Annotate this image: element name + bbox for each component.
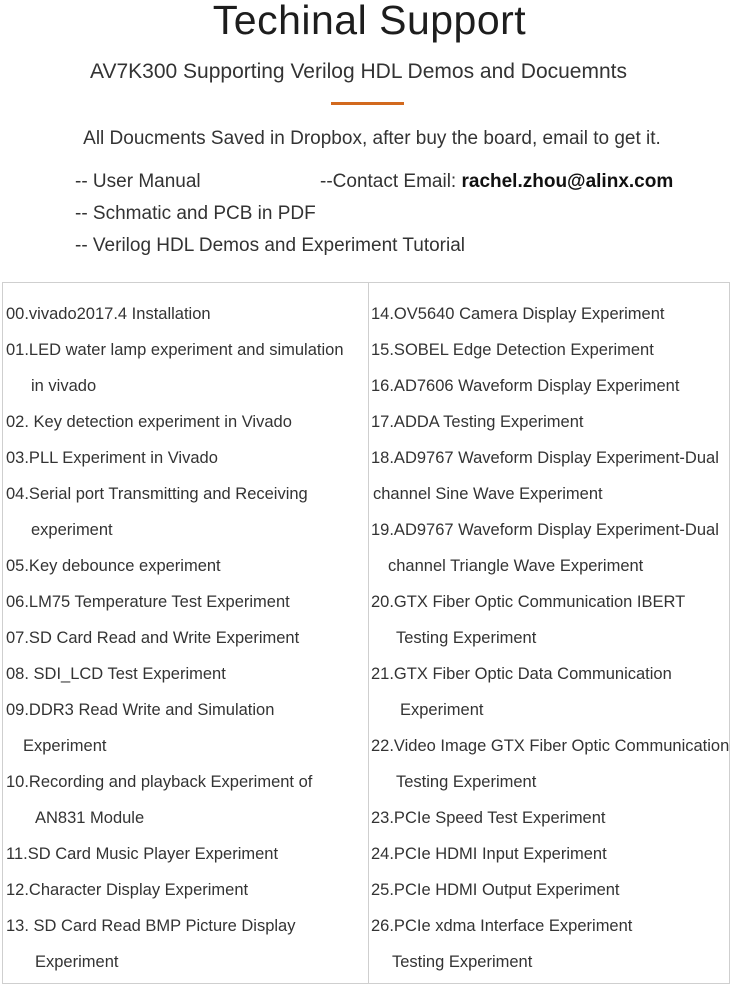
contact-line	[320, 169, 673, 195]
doc-verilog-demos: -- Verilog HDL Demos and Experiment Tutorial	[75, 235, 466, 256]
demo-item-title: 10.Recording and playback Experiment of	[6, 773, 313, 791]
demo-item	[371, 404, 739, 440]
demo-item	[371, 440, 739, 512]
demo-list-left	[6, 296, 366, 980]
demo-item-title: 11.SD Card Music Player Experiment	[6, 845, 279, 863]
demo-item	[371, 512, 739, 584]
demo-item-title: 26.PCIe xdma Interface Experiment	[371, 917, 633, 935]
demo-item-title: 00.vivado2017.4 Installation	[6, 305, 211, 323]
demo-item	[6, 548, 366, 584]
demo-item-title: 04.Serial port Transmitting and Receiving	[6, 485, 308, 503]
demo-item	[371, 800, 739, 836]
demo-item	[371, 656, 739, 728]
demo-item	[371, 872, 739, 908]
demo-item-continuation: Experiment	[35, 953, 119, 971]
demo-item-title: 23.PCIe Speed Test Experiment	[371, 809, 606, 827]
demo-item-title: 12.Character Display Experiment	[6, 881, 249, 899]
demo-item-title: 17.ADDA Testing Experiment	[371, 413, 584, 431]
demo-item-title: 22.Video Image GTX Fiber Optic Communication	[371, 737, 730, 755]
demo-item-continuation: Testing Experiment	[392, 953, 533, 971]
demo-item-title: 25.PCIe HDMI Output Experiment	[371, 881, 620, 899]
demo-item	[371, 584, 739, 656]
demo-item-continuation: experiment	[31, 521, 113, 539]
demo-item-title: 03.PLL Experiment in Vivado	[6, 449, 218, 467]
demo-item-continuation: channel Sine Wave Experiment	[373, 485, 603, 503]
demo-item-title: 06.LM75 Temperature Test Experiment	[6, 593, 290, 611]
demo-item-title: 05.Key debounce experiment	[6, 557, 221, 575]
demo-item	[6, 404, 366, 440]
demo-item-title: 08. SDI_LCD Test Experiment	[6, 665, 226, 683]
demo-item	[6, 836, 366, 872]
demo-item-continuation: Experiment	[23, 737, 107, 755]
demo-item-title: 24.PCIe HDMI Input Experiment	[371, 845, 607, 863]
demo-item-continuation: in vivado	[31, 377, 97, 395]
demo-item	[371, 296, 739, 332]
demo-item	[6, 692, 366, 764]
demo-item	[371, 908, 739, 980]
demo-item-title: 07.SD Card Read and Write Experiment	[6, 629, 300, 647]
demo-item-title: 16.AD7606 Waveform Display Experiment	[371, 377, 680, 395]
demo-item	[6, 764, 366, 836]
demo-item	[371, 836, 739, 872]
demo-item-title: 15.SOBEL Edge Detection Experiment	[371, 341, 654, 359]
demo-item	[6, 296, 366, 332]
demo-item-title: 09.DDR3 Read Write and Simulation	[6, 701, 275, 719]
doc-user-manual: -- User Manual	[75, 171, 201, 192]
demo-item-title: 13. SD Card Read BMP Picture Display	[6, 917, 296, 935]
demo-item-title: 19.AD9767 Waveform Display Experiment-Dual	[371, 521, 719, 539]
demo-item	[6, 332, 366, 404]
demo-item-title: 14.OV5640 Camera Display Experiment	[371, 305, 665, 323]
demo-item-continuation: Experiment	[400, 701, 484, 719]
demo-item	[371, 728, 739, 800]
demo-item-continuation: channel Triangle Wave Experiment	[388, 557, 644, 575]
demo-item	[6, 656, 366, 692]
demo-item-continuation: Testing Experiment	[396, 773, 537, 791]
contact-label: --Contact Email:	[320, 171, 462, 192]
demo-item	[6, 440, 366, 476]
demo-item	[6, 476, 366, 548]
demo-item	[6, 584, 366, 620]
demo-item-continuation: Testing Experiment	[396, 629, 537, 647]
demo-item	[6, 872, 366, 908]
demo-item-continuation: AN831 Module	[35, 809, 145, 827]
page-title: Techinal Support	[212, 0, 527, 43]
contact-email-link[interactable]: rachel.zhou@alinx.com	[461, 171, 674, 192]
demo-list-table	[2, 282, 730, 984]
demo-item-title: 01.LED water lamp experiment and simulation	[6, 341, 344, 359]
doc-schematic-pcb: -- Schmatic and PCB in PDF	[75, 203, 316, 224]
title-accent-rule	[331, 102, 404, 105]
column-divider	[368, 283, 369, 983]
demo-item-title: 02. Key detection experiment in Vivado	[6, 413, 292, 431]
page-subtitle: AV7K300 Supporting Verilog HDL Demos and Docuemnts	[90, 60, 627, 83]
demo-item	[6, 620, 366, 656]
demo-list-right	[371, 296, 739, 980]
demo-item-title: 18.AD9767 Waveform Display Experiment-Dual	[371, 449, 719, 467]
demo-item	[371, 332, 739, 368]
demo-item-title: 21.GTX Fiber Optic Data Communication	[371, 665, 672, 683]
demo-item-title: 20.GTX Fiber Optic Communication IBERT	[371, 593, 686, 611]
dropbox-note: All Doucments Saved in Dropbox, after buy the board, email to get it.	[83, 128, 661, 149]
demo-item	[371, 368, 739, 404]
demo-item	[6, 908, 366, 980]
